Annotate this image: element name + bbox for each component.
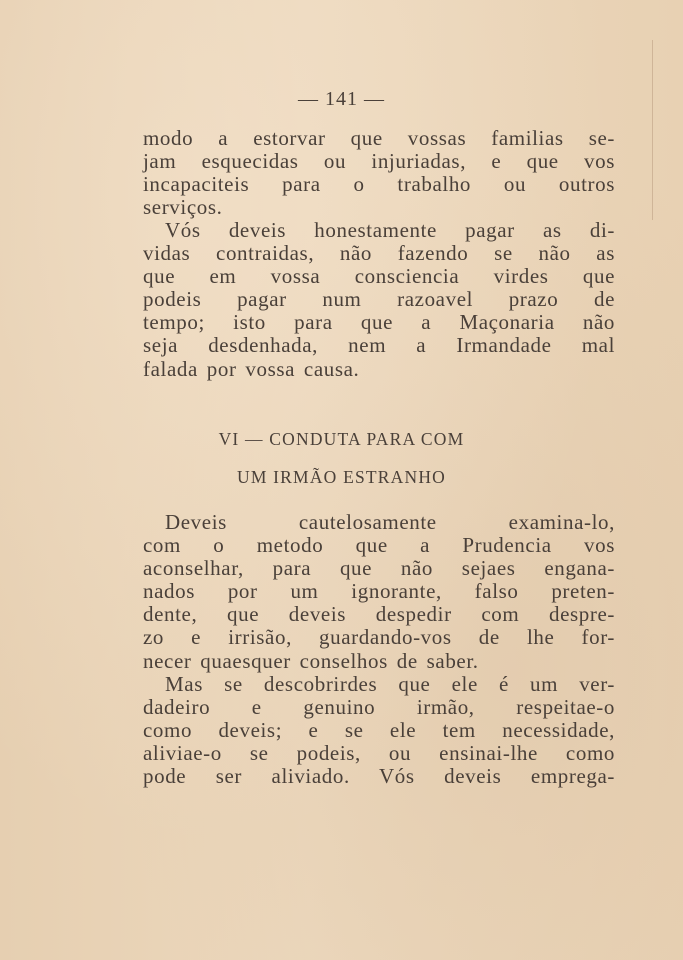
paragraph-4 <box>143 673 615 788</box>
paper-crease <box>652 40 653 220</box>
text-line: zo e irrisão, guardando-vos de lhe for- <box>143 625 615 650</box>
text-line: pode ser aliviado. Vós deveis emprega- <box>143 764 615 789</box>
text-line: tempo; isto para que a Maçonaria não <box>143 310 615 335</box>
text-line: necer quaesquer conselhos de saber. <box>143 648 479 673</box>
section-heading: VI — CONDUTA PARA COM <box>218 429 465 449</box>
text-line: Deveis cautelosamente examina-lo, <box>165 510 615 534</box>
page-number: — 141 — <box>298 88 385 110</box>
text-line: dadeiro e genuino irmão, respeitae-o <box>143 695 615 720</box>
text-line: que em vossa consciencia virdes que <box>143 264 615 289</box>
text-line: jam esquecidas ou injuriadas, e que vos <box>143 149 615 174</box>
text-line: vidas contraidas, não fazendo se não as <box>143 241 615 266</box>
section-subheading: UM IRMÃO ESTRANHO <box>236 467 447 487</box>
paragraph-3 <box>143 511 615 673</box>
text-line: falada por vossa causa. <box>143 356 360 381</box>
text-line: seja desdenhada, nem a Irmandade mal <box>143 333 615 358</box>
text-line: dente, que deveis despedir com despre- <box>143 602 615 627</box>
text-line: podeis pagar num razoavel prazo de <box>143 287 615 312</box>
text-line: com o metodo que a Prudencia vos <box>143 533 615 558</box>
text-line: Vós deveis honestamente pagar as di- <box>165 218 615 242</box>
text-line: serviços. <box>143 195 223 220</box>
text-line: aliviae-o se podeis, ou ensinai-lhe como <box>143 741 615 766</box>
text-line: aconselhar, para que não sejaes engana- <box>143 556 615 581</box>
text-line: nados por um ignorante, falso preten- <box>143 579 615 604</box>
text-line: Mas se descobrirdes que ele é um ver- <box>165 672 615 696</box>
text-line: modo a estorvar que vossas familias se- <box>143 126 615 150</box>
text-line: como deveis; e se ele tem necessidade, <box>143 718 615 743</box>
text-line: incapaciteis para o trabalho ou outros <box>143 172 615 197</box>
paragraph-1 <box>143 127 615 219</box>
paragraph-2 <box>143 219 615 381</box>
